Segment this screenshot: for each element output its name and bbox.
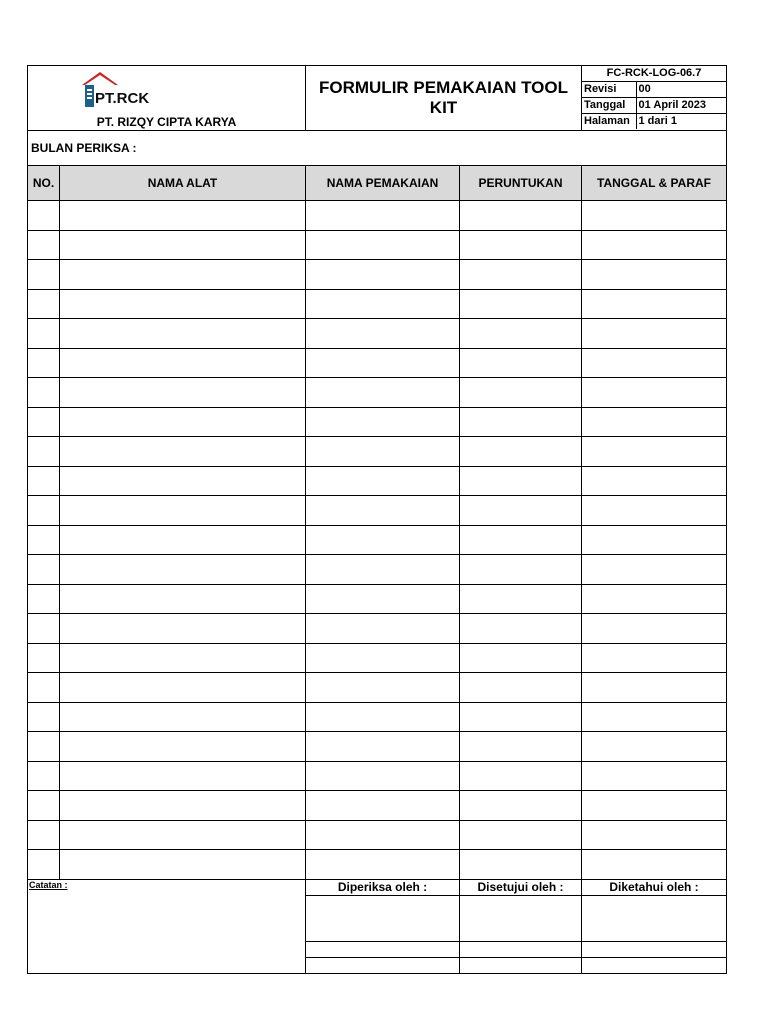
tanggal-label: Tanggal	[582, 98, 636, 114]
no-cell[interactable]	[28, 348, 60, 378]
table-row	[28, 584, 727, 614]
peruntukan-cell[interactable]	[460, 289, 582, 319]
no-cell[interactable]	[28, 584, 60, 614]
table-row	[28, 673, 727, 703]
nama-pemakaian-cell[interactable]	[306, 407, 460, 437]
table-row	[28, 555, 727, 585]
catatan-box[interactable]	[28, 879, 306, 973]
nama-pemakaian-cell[interactable]	[306, 348, 460, 378]
company-logo	[78, 69, 178, 113]
tanggal-paraf-cell[interactable]	[582, 201, 727, 231]
tanggal-value: 01 April 2023	[636, 98, 726, 114]
nama-alat-cell[interactable]	[60, 319, 306, 349]
no-cell[interactable]	[28, 732, 60, 762]
table-row	[28, 437, 727, 467]
tanggal-paraf-cell[interactable]	[582, 820, 727, 850]
nama-alat-cell[interactable]	[60, 289, 306, 319]
nama-pemakaian-cell[interactable]	[306, 466, 460, 496]
peruntukan-cell[interactable]	[460, 761, 582, 791]
table-row	[28, 614, 727, 644]
catatan-label: Catatan :	[29, 879, 68, 890]
tanggal-paraf-cell[interactable]	[582, 378, 727, 408]
table-row	[28, 407, 727, 437]
no-cell[interactable]	[28, 643, 60, 673]
column-header-no: NO.	[28, 166, 60, 201]
diperiksa-date[interactable]	[306, 957, 460, 973]
nama-alat-cell[interactable]	[60, 437, 306, 467]
table-row	[28, 348, 727, 378]
nama-alat-cell[interactable]	[60, 791, 306, 821]
nama-alat-cell[interactable]	[60, 555, 306, 585]
no-cell[interactable]	[28, 496, 60, 526]
peruntukan-cell[interactable]	[460, 348, 582, 378]
document-code: FC-RCK-LOG-06.7	[582, 66, 726, 82]
table-body	[28, 201, 727, 880]
peruntukan-cell[interactable]	[460, 820, 582, 850]
nama-pemakaian-cell[interactable]	[306, 820, 460, 850]
tanggal-paraf-cell[interactable]	[582, 584, 727, 614]
nama-pemakaian-cell[interactable]	[306, 378, 460, 408]
no-cell[interactable]	[28, 437, 60, 467]
bulan-periksa-label[interactable]: BULAN PERIKSA :	[28, 131, 727, 166]
revisi-label: Revisi	[582, 82, 636, 98]
form-title: FORMULIR PEMAKAIAN TOOL KIT	[306, 66, 582, 131]
tanggal-paraf-cell[interactable]	[582, 673, 727, 703]
nama-alat-cell[interactable]	[60, 466, 306, 496]
nama-pemakaian-cell[interactable]	[306, 761, 460, 791]
no-cell[interactable]	[28, 319, 60, 349]
peruntukan-cell[interactable]	[460, 791, 582, 821]
disetujui-date[interactable]	[460, 957, 582, 973]
nama-alat-cell[interactable]	[60, 201, 306, 231]
no-cell[interactable]	[28, 820, 60, 850]
peruntukan-cell[interactable]	[460, 201, 582, 231]
tanggal-paraf-cell[interactable]	[582, 525, 727, 555]
column-header-nama-alat: NAMA ALAT	[60, 166, 306, 201]
no-cell[interactable]	[28, 230, 60, 260]
diperiksa-signature[interactable]	[306, 895, 460, 941]
peruntukan-cell[interactable]	[460, 466, 582, 496]
column-header-peruntukan: PERUNTUKAN	[460, 166, 582, 201]
document-meta	[582, 66, 727, 131]
no-cell[interactable]	[28, 466, 60, 496]
peruntukan-cell[interactable]	[460, 407, 582, 437]
no-cell[interactable]	[28, 614, 60, 644]
table-row	[28, 319, 727, 349]
nama-pemakaian-cell[interactable]	[306, 289, 460, 319]
table-row	[28, 761, 727, 791]
table-row	[28, 289, 727, 319]
tanggal-paraf-cell[interactable]	[582, 555, 727, 585]
no-cell[interactable]	[28, 201, 60, 231]
nama-alat-cell[interactable]	[60, 761, 306, 791]
nama-pemakaian-cell[interactable]	[306, 643, 460, 673]
nama-alat-cell[interactable]	[60, 260, 306, 290]
tanggal-paraf-cell[interactable]	[582, 289, 727, 319]
peruntukan-cell[interactable]	[460, 584, 582, 614]
nama-pemakaian-cell[interactable]	[306, 732, 460, 762]
column-header-nama-pemakaian: NAMA PEMAKAIAN	[306, 166, 460, 201]
nama-pemakaian-cell[interactable]	[306, 260, 460, 290]
nama-alat-cell[interactable]	[60, 732, 306, 762]
no-cell[interactable]	[28, 289, 60, 319]
logo-text: PT.RCK	[95, 90, 150, 107]
nama-pemakaian-cell[interactable]	[306, 201, 460, 231]
diperiksa-label: Diperiksa oleh :	[306, 879, 460, 895]
nama-alat-cell[interactable]	[60, 702, 306, 732]
no-cell[interactable]	[28, 260, 60, 290]
tanggal-paraf-cell[interactable]	[582, 437, 727, 467]
logo-cell	[28, 66, 306, 131]
no-cell[interactable]	[28, 702, 60, 732]
nama-pemakaian-cell[interactable]	[306, 555, 460, 585]
nama-pemakaian-cell[interactable]	[306, 791, 460, 821]
peruntukan-cell[interactable]	[460, 319, 582, 349]
nama-alat-cell[interactable]	[60, 584, 306, 614]
diketahui-label: Diketahui oleh :	[582, 879, 727, 895]
no-cell[interactable]	[28, 850, 60, 880]
table-row	[28, 496, 727, 526]
tanggal-paraf-cell[interactable]	[582, 348, 727, 378]
peruntukan-cell[interactable]	[460, 378, 582, 408]
table-row	[28, 466, 727, 496]
table-row	[28, 378, 727, 408]
diperiksa-name[interactable]	[306, 941, 460, 957]
tanggal-paraf-cell[interactable]	[582, 761, 727, 791]
peruntukan-cell[interactable]	[460, 437, 582, 467]
disetujui-label: Disetujui oleh :	[460, 879, 582, 895]
peruntukan-cell[interactable]	[460, 555, 582, 585]
peruntukan-cell[interactable]	[460, 673, 582, 703]
tanggal-paraf-cell[interactable]	[582, 791, 727, 821]
tanggal-paraf-cell[interactable]	[582, 407, 727, 437]
nama-pemakaian-cell[interactable]	[306, 319, 460, 349]
tanggal-paraf-cell[interactable]	[582, 732, 727, 762]
table-row	[28, 702, 727, 732]
table-row	[28, 230, 727, 260]
no-cell[interactable]	[28, 673, 60, 703]
peruntukan-cell[interactable]	[460, 525, 582, 555]
peruntukan-cell[interactable]	[460, 230, 582, 260]
table-row	[28, 643, 727, 673]
tanggal-paraf-cell[interactable]	[582, 643, 727, 673]
tanggal-paraf-cell[interactable]	[582, 850, 727, 880]
nama-alat-cell[interactable]	[60, 348, 306, 378]
disetujui-signature[interactable]	[460, 895, 582, 941]
table-row	[28, 820, 727, 850]
tool-kit-form	[27, 65, 727, 974]
nama-pemakaian-cell[interactable]	[306, 496, 460, 526]
peruntukan-cell[interactable]	[460, 614, 582, 644]
company-name: PT. RIZQY CIPTA KARYA	[96, 115, 237, 129]
table-row	[28, 525, 727, 555]
peruntukan-cell[interactable]	[460, 702, 582, 732]
peruntukan-cell[interactable]	[460, 496, 582, 526]
table-row	[28, 732, 727, 762]
no-cell[interactable]	[28, 555, 60, 585]
no-cell[interactable]	[28, 791, 60, 821]
tanggal-paraf-cell[interactable]	[582, 230, 727, 260]
tanggal-paraf-cell[interactable]	[582, 319, 727, 349]
nama-alat-cell[interactable]	[60, 378, 306, 408]
no-cell[interactable]	[28, 378, 60, 408]
nama-alat-cell[interactable]	[60, 820, 306, 850]
no-cell[interactable]	[28, 525, 60, 555]
nama-pemakaian-cell[interactable]	[306, 437, 460, 467]
no-cell[interactable]	[28, 407, 60, 437]
peruntukan-cell[interactable]	[460, 850, 582, 880]
nama-alat-cell[interactable]	[60, 673, 306, 703]
nama-pemakaian-cell[interactable]	[306, 584, 460, 614]
no-cell[interactable]	[28, 761, 60, 791]
halaman-label: Halaman	[582, 114, 636, 130]
nama-pemakaian-cell[interactable]	[306, 525, 460, 555]
column-header-tanggal-paraf: TANGGAL & PARAF	[582, 166, 727, 201]
tanggal-paraf-cell[interactable]	[582, 466, 727, 496]
disetujui-name[interactable]	[460, 941, 582, 957]
tanggal-paraf-cell[interactable]	[582, 702, 727, 732]
tanggal-paraf-cell[interactable]	[582, 496, 727, 526]
nama-pemakaian-cell[interactable]	[306, 614, 460, 644]
nama-alat-cell[interactable]	[60, 614, 306, 644]
nama-pemakaian-cell[interactable]	[306, 230, 460, 260]
peruntukan-cell[interactable]	[460, 643, 582, 673]
tanggal-paraf-cell[interactable]	[582, 260, 727, 290]
nama-alat-cell[interactable]	[60, 525, 306, 555]
table-row	[28, 791, 727, 821]
diketahui-signature[interactable]	[582, 895, 727, 941]
diketahui-name[interactable]	[582, 941, 727, 957]
table-row	[28, 201, 727, 231]
nama-alat-cell[interactable]	[60, 407, 306, 437]
peruntukan-cell[interactable]	[460, 260, 582, 290]
table-row	[28, 260, 727, 290]
nama-alat-cell[interactable]	[60, 230, 306, 260]
nama-pemakaian-cell[interactable]	[306, 702, 460, 732]
halaman-value: 1 dari 1	[638, 115, 678, 127]
nama-alat-cell[interactable]	[60, 850, 306, 880]
tanggal-paraf-cell[interactable]	[582, 614, 727, 644]
nama-pemakaian-cell[interactable]	[306, 673, 460, 703]
revisi-value: 00	[636, 82, 726, 98]
nama-alat-cell[interactable]	[60, 496, 306, 526]
nama-alat-cell[interactable]	[60, 643, 306, 673]
diketahui-date[interactable]	[582, 957, 727, 973]
table-row	[28, 850, 727, 880]
peruntukan-cell[interactable]	[460, 732, 582, 762]
nama-pemakaian-cell[interactable]	[306, 850, 460, 880]
